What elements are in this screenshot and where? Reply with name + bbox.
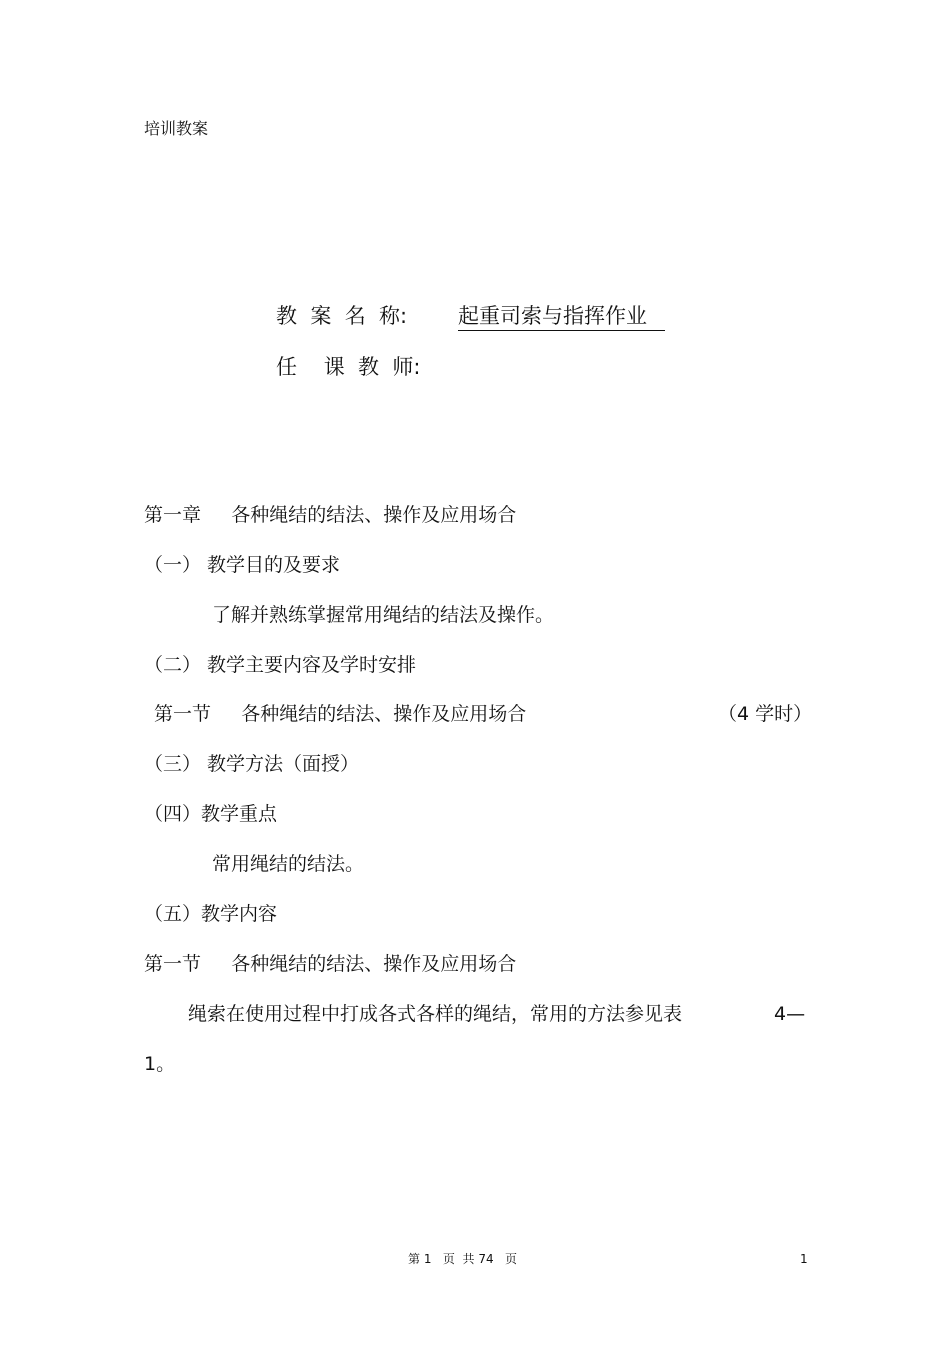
document-header: 培训教案 [144, 119, 209, 138]
section-2-heading: （二） 教学主要内容及学时安排 [144, 654, 417, 676]
paragraph-table-ref: 4— [774, 1003, 806, 1025]
paragraph-line-1: 绳索在使用过程中打成各式各样的绳结，常用的方法参见表 [188, 1003, 683, 1025]
teacher-label: 任 课 教 师: [276, 355, 421, 379]
section-5-heading: （五）教学内容 [144, 903, 278, 925]
page-number: 1 [800, 1252, 808, 1266]
section-4-heading: （四）教学重点 [144, 803, 278, 825]
page-footer: 第 1 页 共 74 页 [408, 1252, 518, 1266]
section-2-lesson: 第一节 各种绳结的结法、操作及应用场合 [154, 703, 527, 725]
course-name-label: 教 案 名 称: [276, 304, 408, 328]
section-1-heading: （一） 教学目的及要求 [144, 554, 341, 576]
section-2-hours: （4 学时） [718, 703, 813, 725]
chapter-title: 第一章 各种绳结的结法、操作及应用场合 [144, 504, 517, 526]
section-1-text: 了解并熟练掌握常用绳结的结法及操作。 [212, 604, 555, 626]
paragraph-line-2: 1。 [144, 1053, 176, 1075]
section-4-text: 常用绳结的结法。 [212, 853, 365, 875]
section-3-heading: （三） 教学方法（面授） [144, 753, 360, 775]
course-name-value: 起重司索与指挥作业 [458, 306, 665, 331]
section-5-lesson: 第一节 各种绳结的结法、操作及应用场合 [144, 953, 517, 975]
